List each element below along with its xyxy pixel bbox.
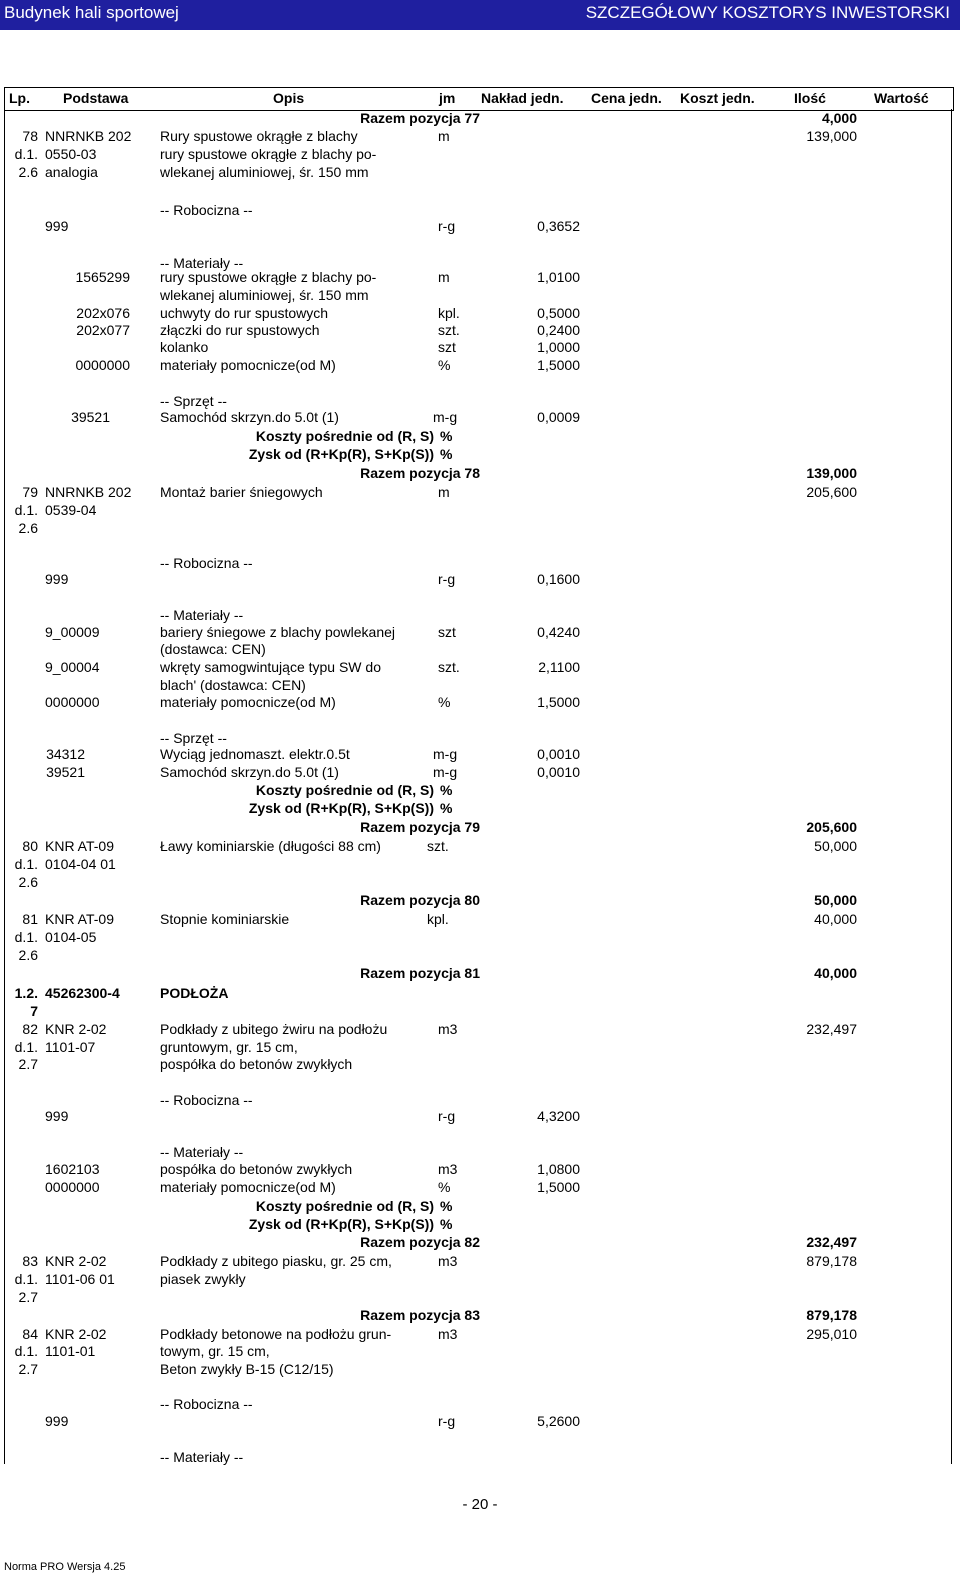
table-cell: -- Sprzęt -- <box>160 730 227 746</box>
table-cell: NNRNKB 202 <box>45 128 132 144</box>
table-cell: m-g <box>433 764 458 780</box>
table-cell: 0,5000 <box>537 305 580 321</box>
table-cell: 2,1100 <box>538 659 580 675</box>
table-cell: 82 <box>22 1021 38 1037</box>
table-cell: 999 <box>45 218 69 234</box>
table-cell: 139,000 <box>806 128 857 144</box>
table-cell: szt <box>438 624 456 640</box>
table-cell: szt. <box>438 659 460 675</box>
table-cell: 232,497 <box>806 1021 857 1037</box>
table-cell: r-g <box>438 1413 456 1429</box>
table-cell: m-g <box>433 409 458 425</box>
col-podstawa: Podstawa <box>63 90 129 106</box>
table-cell: Razem pozycja 81 <box>360 965 480 981</box>
table-cell: r-g <box>438 218 456 234</box>
table-cell: Razem pozycja 82 <box>360 1234 480 1250</box>
table-cell: KNR 2-02 <box>45 1253 107 1269</box>
table-cell: 80 <box>22 838 38 854</box>
table-cell: materiały pomocnicze(od M) <box>160 694 336 710</box>
table-column-headers <box>4 87 954 111</box>
table-cell: % <box>440 446 453 462</box>
table-cell: kpl. <box>438 305 460 321</box>
table-cell: złączki do rur spustowych <box>160 322 320 338</box>
header-title: Budynek hali sportowej <box>4 3 179 22</box>
table-cell: KNR 2-02 <box>45 1326 107 1342</box>
table-cell: wlekanej aluminiowej, śr. 150 mm <box>160 287 369 303</box>
table-cell: Podkłady z ubitego piasku, gr. 25 cm, <box>160 1253 392 1269</box>
table-cell: 2.7 <box>18 1289 38 1305</box>
table-cell: -- Robocizna -- <box>160 202 253 218</box>
table-cell: 50,000 <box>814 892 857 908</box>
table-cell: pospółka do betonów zwykłych <box>160 1161 353 1177</box>
table-cell: 40,000 <box>814 965 857 981</box>
table-cell: -- Materiały -- <box>160 607 244 623</box>
table-cell: Razem pozycja 78 <box>360 465 480 481</box>
table-cell: Razem pozycja 79 <box>360 819 480 835</box>
table-cell: 202x076 <box>76 305 130 321</box>
col-ilosc: Ilość <box>794 90 826 106</box>
table-cell: m3 <box>438 1161 458 1177</box>
table-cell: (dostawca: CEN) <box>160 641 266 657</box>
table-cell: Wyciąg jednomaszt. elektr.0.5t <box>160 746 350 762</box>
table-cell: -- Sprzęt -- <box>160 393 227 409</box>
table-cell: blach' (dostawca: CEN) <box>160 677 306 693</box>
table-cell: 34312 <box>46 746 85 762</box>
table-cell: m <box>438 128 450 144</box>
table-cell: 5,2600 <box>537 1413 580 1429</box>
table-cell: 2.7 <box>18 1361 38 1377</box>
table-cell: % <box>438 1179 451 1195</box>
table-cell: materiały pomocnicze(od M) <box>160 1179 336 1195</box>
table-cell: 879,178 <box>806 1253 857 1269</box>
table-cell: rury spustowe okrągłe z blachy po- <box>160 269 377 285</box>
table-cell: Razem pozycja 83 <box>360 1307 480 1323</box>
table-cell: 1,0100 <box>537 269 580 285</box>
table-cell: 205,600 <box>806 819 857 835</box>
table-cell: % <box>440 1198 453 1214</box>
table-cell: 0,4240 <box>537 624 580 640</box>
table-cell: towym, gr. 15 cm, <box>160 1343 270 1359</box>
table-cell: Podkłady betonowe na podłożu grun- <box>160 1326 392 1342</box>
table-cell: d.1. <box>14 1039 38 1055</box>
table-cell: d.1. <box>14 1271 38 1287</box>
table-cell: 2.6 <box>18 947 38 963</box>
col-naklad: Nakład jedn. <box>481 90 564 106</box>
table-cell: szt. <box>438 322 460 338</box>
col-cena: Cena jedn. <box>591 90 662 106</box>
table-cell: 1101-06 01 <box>45 1271 115 1287</box>
table-right-border <box>951 109 952 1464</box>
table-cell: 39521 <box>71 409 110 425</box>
table-cell: 295,010 <box>806 1326 857 1342</box>
table-cell: 50,000 <box>814 838 857 854</box>
table-cell: -- Materiały -- <box>160 255 244 271</box>
table-cell: analogia <box>45 164 98 180</box>
table-cell: KNR AT-09 <box>45 838 114 854</box>
table-cell: 78 <box>22 128 38 144</box>
table-cell: 4,3200 <box>537 1108 580 1124</box>
table-cell: Beton zwykły B-15 (C12/15) <box>160 1361 334 1377</box>
table-cell: 84 <box>22 1326 38 1342</box>
table-cell: szt. <box>427 838 449 854</box>
table-cell: 0000000 <box>45 694 100 710</box>
col-koszt: Koszt jedn. <box>680 90 755 106</box>
table-cell: 45262300-4 <box>45 985 120 1001</box>
table-cell: d.1. <box>14 146 38 162</box>
table-cell: 0104-05 <box>45 929 97 945</box>
table-cell: 1,5000 <box>537 357 580 373</box>
table-cell: 1,5000 <box>537 694 580 710</box>
table-cell: Samochód skrzyn.do 5.0t (1) <box>160 409 339 425</box>
table-cell: % <box>438 694 451 710</box>
table-cell: pospółka do betonów zwykłych <box>160 1056 353 1072</box>
table-cell: Stopnie kominiarskie <box>160 911 290 927</box>
table-cell: Koszty pośrednie od (R, S) <box>255 1198 434 1214</box>
table-cell: 83 <box>22 1253 38 1269</box>
table-cell: d.1. <box>14 856 38 872</box>
table-cell: Razem pozycja 80 <box>360 892 480 908</box>
table-cell: wkręty samogwintujące typu SW do <box>160 659 381 675</box>
table-cell: szt <box>438 339 456 355</box>
table-cell: m <box>438 484 450 500</box>
table-cell: gruntowym, gr. 15 cm, <box>160 1039 298 1055</box>
table-cell: 0550-03 <box>45 146 97 162</box>
table-cell: m <box>438 269 450 285</box>
table-cell: % <box>440 782 453 798</box>
table-cell: Podkłady z ubitego żwiru na podłożu <box>160 1021 388 1037</box>
table-cell: piasek zwykły <box>160 1271 246 1287</box>
table-cell: d.1. <box>14 1343 38 1359</box>
table-cell: 1101-07 <box>45 1039 96 1055</box>
table-cell: 0000000 <box>75 357 130 373</box>
table-cell: 0,1600 <box>537 571 580 587</box>
table-cell: % <box>440 1216 453 1232</box>
table-cell: Zysk od (R+Kp(R), S+Kp(S)) <box>248 800 434 816</box>
table-cell: d.1. <box>14 502 38 518</box>
page-number: - 20 - <box>462 1496 498 1513</box>
table-cell: 232,497 <box>806 1234 857 1250</box>
table-cell: -- Materiały -- <box>160 1144 244 1160</box>
table-cell: 139,000 <box>806 465 857 481</box>
table-cell: % <box>438 357 451 373</box>
table-cell: 1.2. <box>14 985 38 1001</box>
col-opis: Opis <box>273 90 305 106</box>
table-cell: m3 <box>438 1021 458 1037</box>
table-cell: Ławy kominiarskie (długości 88 cm) <box>160 838 381 854</box>
table-cell: m3 <box>438 1253 458 1269</box>
table-cell: NNRNKB 202 <box>45 484 132 500</box>
table-cell: m3 <box>438 1326 458 1342</box>
table-cell: kpl. <box>427 911 449 927</box>
table-cell: 2.6 <box>18 874 38 890</box>
table-cell: Rury spustowe okrągłe z blachy <box>160 128 358 144</box>
table-cell: 879,178 <box>806 1307 857 1323</box>
document-header <box>0 0 960 30</box>
table-cell: 202x077 <box>76 322 130 338</box>
table-cell: 2.6 <box>18 520 38 536</box>
table-cell: Koszty pośrednie od (R, S) <box>255 428 434 444</box>
table-cell: -- Robocizna -- <box>160 1092 253 1108</box>
table-cell: 999 <box>45 1108 69 1124</box>
table-cell: 9_00009 <box>45 624 100 640</box>
table-cell: Razem pozycja 77 <box>360 110 480 126</box>
table-cell: KNR AT-09 <box>45 911 114 927</box>
col-wartosc: Wartość <box>874 90 929 106</box>
table-cell: 999 <box>45 571 69 587</box>
table-cell: Montaż barier śniegowych <box>160 484 323 500</box>
table-cell: rury spustowe okrągłe z blachy po- <box>160 146 377 162</box>
table-cell: % <box>440 800 453 816</box>
table-cell: 1101-01 <box>45 1343 96 1359</box>
table-cell: m-g <box>433 746 458 762</box>
table-cell: % <box>440 428 453 444</box>
table-cell: 1565299 <box>75 269 130 285</box>
table-cell: PODŁOŻA <box>160 985 229 1001</box>
table-cell: 7 <box>30 1003 38 1019</box>
table-cell: materiały pomocnicze(od M) <box>160 357 336 373</box>
table-cell: 1,5000 <box>537 1179 580 1195</box>
table-cell: 2.6 <box>18 164 38 180</box>
table-cell: r-g <box>438 571 456 587</box>
table-cell: Koszty pośrednie od (R, S) <box>255 782 434 798</box>
table-cell: 2.7 <box>18 1056 38 1072</box>
table-cell: 1602103 <box>45 1161 100 1177</box>
table-cell: kolanko <box>160 339 209 355</box>
table-cell: 0539-04 <box>45 502 97 518</box>
table-cell: 39521 <box>46 764 85 780</box>
table-cell: 79 <box>22 484 38 500</box>
table-cell: 0,0010 <box>537 764 580 780</box>
table-cell: 0,0009 <box>537 409 580 425</box>
table-cell: 81 <box>22 911 38 927</box>
table-cell: 0104-04 01 <box>45 856 116 872</box>
table-cell: 4,000 <box>821 110 857 126</box>
table-cell: r-g <box>438 1108 456 1124</box>
table-cell: -- Robocizna -- <box>160 1396 253 1412</box>
table-cell: 0,2400 <box>537 322 580 338</box>
col-jm: jm <box>439 90 456 106</box>
table-cell: Zysk od (R+Kp(R), S+Kp(S)) <box>248 1216 434 1232</box>
table-cell: 0,3652 <box>537 218 580 234</box>
table-cell: 0,0010 <box>537 746 580 762</box>
table-cell: uchwyty do rur spustowych <box>160 305 329 321</box>
software-footer: Norma PRO Wersja 4.25 <box>4 1561 126 1573</box>
table-cell: d.1. <box>14 929 38 945</box>
table-cell: Samochód skrzyn.do 5.0t (1) <box>160 764 339 780</box>
table-cell: 1,0000 <box>537 339 580 355</box>
table-cell: wlekanej aluminiowej, śr. 150 mm <box>160 164 369 180</box>
table-cell: -- Robocizna -- <box>160 555 253 571</box>
table-cell: -- Materiały -- <box>160 1449 244 1465</box>
table-cell: bariery śniegowe z blachy powlekanej <box>160 624 396 640</box>
table-cell: 0000000 <box>45 1179 100 1195</box>
header-doc-type: SZCZEGÓŁOWY KOSZTORYS INWESTORSKI <box>585 3 950 22</box>
table-cell: 205,600 <box>806 484 857 500</box>
table-cell: 9_00004 <box>45 659 100 675</box>
table-cell: 999 <box>45 1413 69 1429</box>
table-cell: 1,0800 <box>537 1161 580 1177</box>
col-lp: Lp. <box>9 90 30 106</box>
table-cell: 40,000 <box>814 911 857 927</box>
table-cell: KNR 2-02 <box>45 1021 107 1037</box>
table-cell: Zysk od (R+Kp(R), S+Kp(S)) <box>248 446 434 462</box>
